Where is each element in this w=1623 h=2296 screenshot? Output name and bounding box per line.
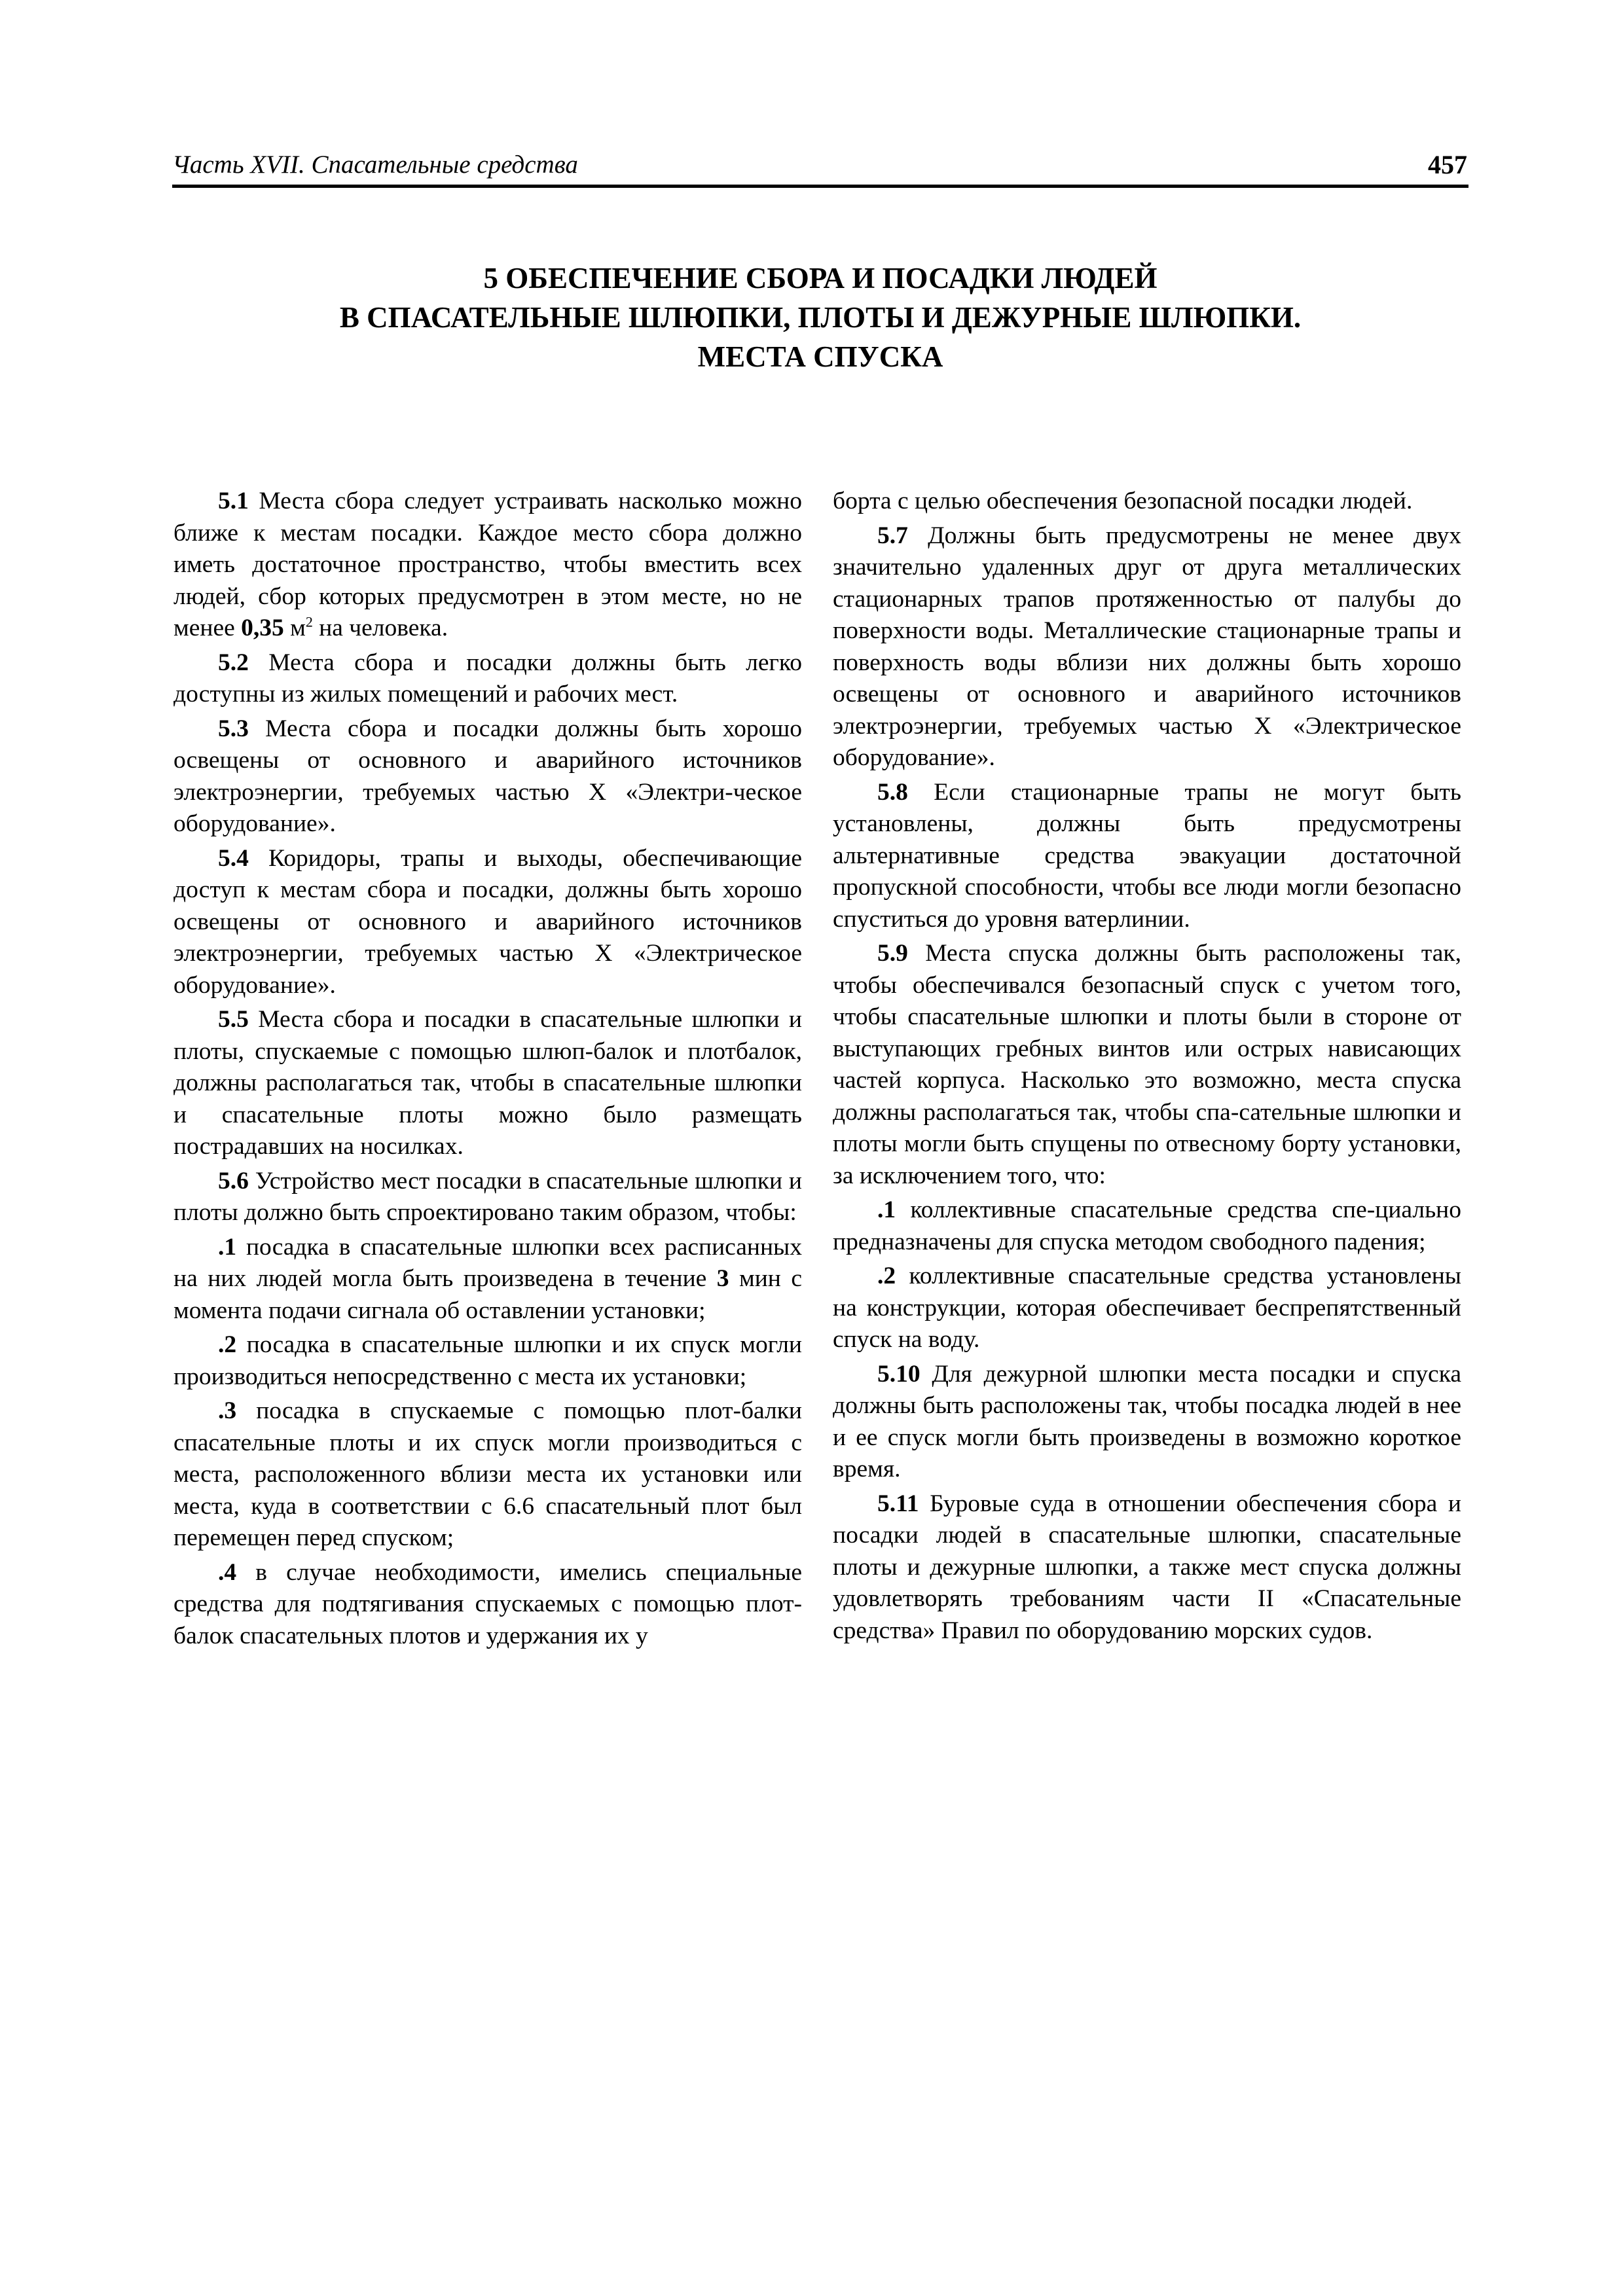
page-header <box>172 139 1468 188</box>
paragraph-text: Для дежурной шлюпки места посадки и спуска должны быть расположены так, чтобы посадка людей в нее и ее спуск могли быть произведены в возможно короткое время. <box>833 1360 1461 1482</box>
subitem-5-6-4 <box>173 1557 802 1653</box>
subitem-5-9-2 <box>833 1261 1461 1356</box>
area-unit: м <box>283 615 306 641</box>
section-title-line-3: МЕСТА СПУСКА <box>697 340 943 373</box>
paragraph-text: коллективные спасательные средства спе-циально предназначены для спуска методом свободного падения; <box>833 1196 1461 1255</box>
right-column <box>833 486 1461 1649</box>
paragraph-text: на человека. <box>312 615 448 641</box>
page-number: 457 <box>1428 150 1467 179</box>
subitem-number: .4 <box>218 1558 237 1586</box>
subitem-5-6-2 <box>173 1329 802 1393</box>
subitem-number: .2 <box>877 1263 896 1289</box>
paragraph-text: борта с целью обеспечения безопасной посадки людей. <box>833 488 1413 514</box>
paragraph-text: Места сбора и посадки в спасательные шлюпки и плоты, спускаемые с помощью шлюп-балок и плотбалок, должны располагаться так, чтобы в спасательные шлюпки и спасательные плоты можно было размещать пострадавших на носилках. <box>173 1006 802 1160</box>
area-value: 0,35 <box>241 615 284 641</box>
clause-number: 5.7 <box>877 522 908 549</box>
clause-number: 5.1 <box>218 488 249 514</box>
section-title-line-1: 5 ОБЕСПЕЧЕНИЕ СБОРА И ПОСАДКИ ЛЮДЕЙ <box>483 262 1158 295</box>
paragraph-5-4 <box>173 843 802 1002</box>
paragraph-text: Буровые суда в отношении обеспечения сбора и посадки людей в спасательные шлюпки, спасательные плоты и дежурные шлюпки, а также мест спуска должны удовлетворять требованиям части II «Спасательные средства» Правил по оборудованию морских судов. <box>833 1490 1461 1644</box>
paragraph-text: посадка в спасательные шлюпки и их спуск могли производиться непосредственно с места их установки; <box>173 1331 802 1390</box>
running-title: Часть XVII. Спасательные средства <box>172 151 578 179</box>
paragraph-text: посадка в спасательные шлюпки всех расписанных на них людей могла быть произведена в течение <box>173 1233 802 1292</box>
subitem-number: .1 <box>877 1196 896 1223</box>
minutes-value: 3 <box>716 1265 729 1292</box>
paragraph-5-7 <box>833 520 1461 774</box>
paragraph-text: мин с момента подачи сигнала об оставлении установки; <box>173 1265 802 1324</box>
clause-number: 5.6 <box>218 1167 249 1194</box>
paragraph-text: Должны быть предусмотрены не менее двух значительно удаленных друг от друга металлических стационарных трапов протяженностью от палубы до поверхности воды. Металлические стационарные трапы и поверхность воды вблизи них должны быть хорошо освещены от основного и аварийного источников электроэнергии, требуемых частью X «Электрическое оборудование». <box>833 522 1461 771</box>
paragraph-text: Места сбора и посадки должны быть хорошо освещены от основного и аварийного источников электроэнергии, требуемых частью X «Электри-ческое оборудование». <box>173 715 802 837</box>
clause-number: 5.5 <box>218 1006 249 1033</box>
subitem-5-9-1 <box>833 1194 1461 1258</box>
paragraph-5-9 <box>833 938 1461 1192</box>
paragraph-text: Коридоры, трапы и выходы, обеспечивающие доступ к местам сбора и посадки, должны быть хорошо освещены от основного и аварийного источников электроэнергии, требуемых частью X «Электрическое оборудование». <box>173 844 802 999</box>
paragraph-text: Места сбора следует устраивать насколько можно ближе к местам посадки. Каждое место сбора должно иметь достаточное пространство, чтобы вместить всех людей, сбор которых предусмотрен в этом месте, но не менее <box>173 488 802 641</box>
clause-number: 5.9 <box>877 940 908 967</box>
clause-number: 5.3 <box>218 715 249 742</box>
paragraph-5-3 <box>173 713 802 840</box>
paragraph-text: коллективные спасательные средства установлены на конструкции, которая обеспечивает беспрепятственный спуск на воду. <box>833 1263 1461 1353</box>
paragraph-5-8 <box>833 777 1461 936</box>
paragraph-text: посадка в спускаемые с помощью плот-балки спасательные плоты и их спуск могли производиться с места, расположенного вблизи места их установки или места, куда в соответствии с 6.6 спасательный плот был перемещен перед спуском; <box>173 1397 802 1551</box>
clause-number: 5.11 <box>877 1490 919 1517</box>
unit-exponent: 2 <box>305 613 313 630</box>
left-column <box>173 486 802 1655</box>
subitem-5-6-4-continued <box>833 486 1461 518</box>
clause-number: 5.10 <box>877 1360 921 1388</box>
clause-number: 5.8 <box>877 778 908 806</box>
subitem-number: .3 <box>218 1397 237 1424</box>
paragraph-5-11 <box>833 1488 1461 1647</box>
paragraph-text: Если стационарные трапы не могут быть установлены, должны быть предусмотрены альтернативные средства эвакуации достаточной пропускной способности, чтобы все люди могли безопасно спуститься до уровня ватерлинии. <box>833 778 1461 933</box>
paragraph-text: Места спуска должны быть расположены так, чтобы обеспечивался безопасный спуск с учетом того, чтобы спасательные шлюпки и плоты были в стороне от выступающих гребных винтов или острых нависающих частей корпуса. Насколько это возможно, места спуска должны располагаться так, чтобы спа-сательные шлюпки и плоты могли быть спущены по отвесному борту установки, за исключением того, что: <box>833 940 1461 1189</box>
paragraph-5-2 <box>173 647 802 711</box>
paragraph-5-5 <box>173 1004 802 1163</box>
subitem-5-6-1 <box>173 1232 802 1327</box>
paragraph-5-1 <box>173 486 802 645</box>
paragraph-5-10 <box>833 1359 1461 1486</box>
subitem-number: .1 <box>218 1233 237 1261</box>
paragraph-text: в случае необходимости, имелись специальные средства для подтягивания спускаемых с помощью плот-балок спасательных плотов и удержания их у <box>173 1558 802 1649</box>
subitem-number: .2 <box>218 1331 237 1358</box>
paragraph-text: Места сбора и посадки должны быть легко доступны из жилых помещений и рабочих мест. <box>173 649 802 708</box>
section-title-line-2: В СПАСАТЕЛЬНЫЕ ШЛЮПКИ, ПЛОТЫ И ДЕЖУРНЫЕ ШЛЮПКИ. <box>339 301 1302 334</box>
subitem-5-6-3 <box>173 1395 802 1554</box>
paragraph-5-6 <box>173 1166 802 1229</box>
clause-number: 5.4 <box>218 844 249 872</box>
clause-number: 5.2 <box>218 649 249 676</box>
paragraph-text: Устройство мест посадки в спасательные шлюпки и плоты должно быть спроектировано таким образом, чтобы: <box>173 1167 802 1226</box>
section-title <box>172 259 1468 376</box>
